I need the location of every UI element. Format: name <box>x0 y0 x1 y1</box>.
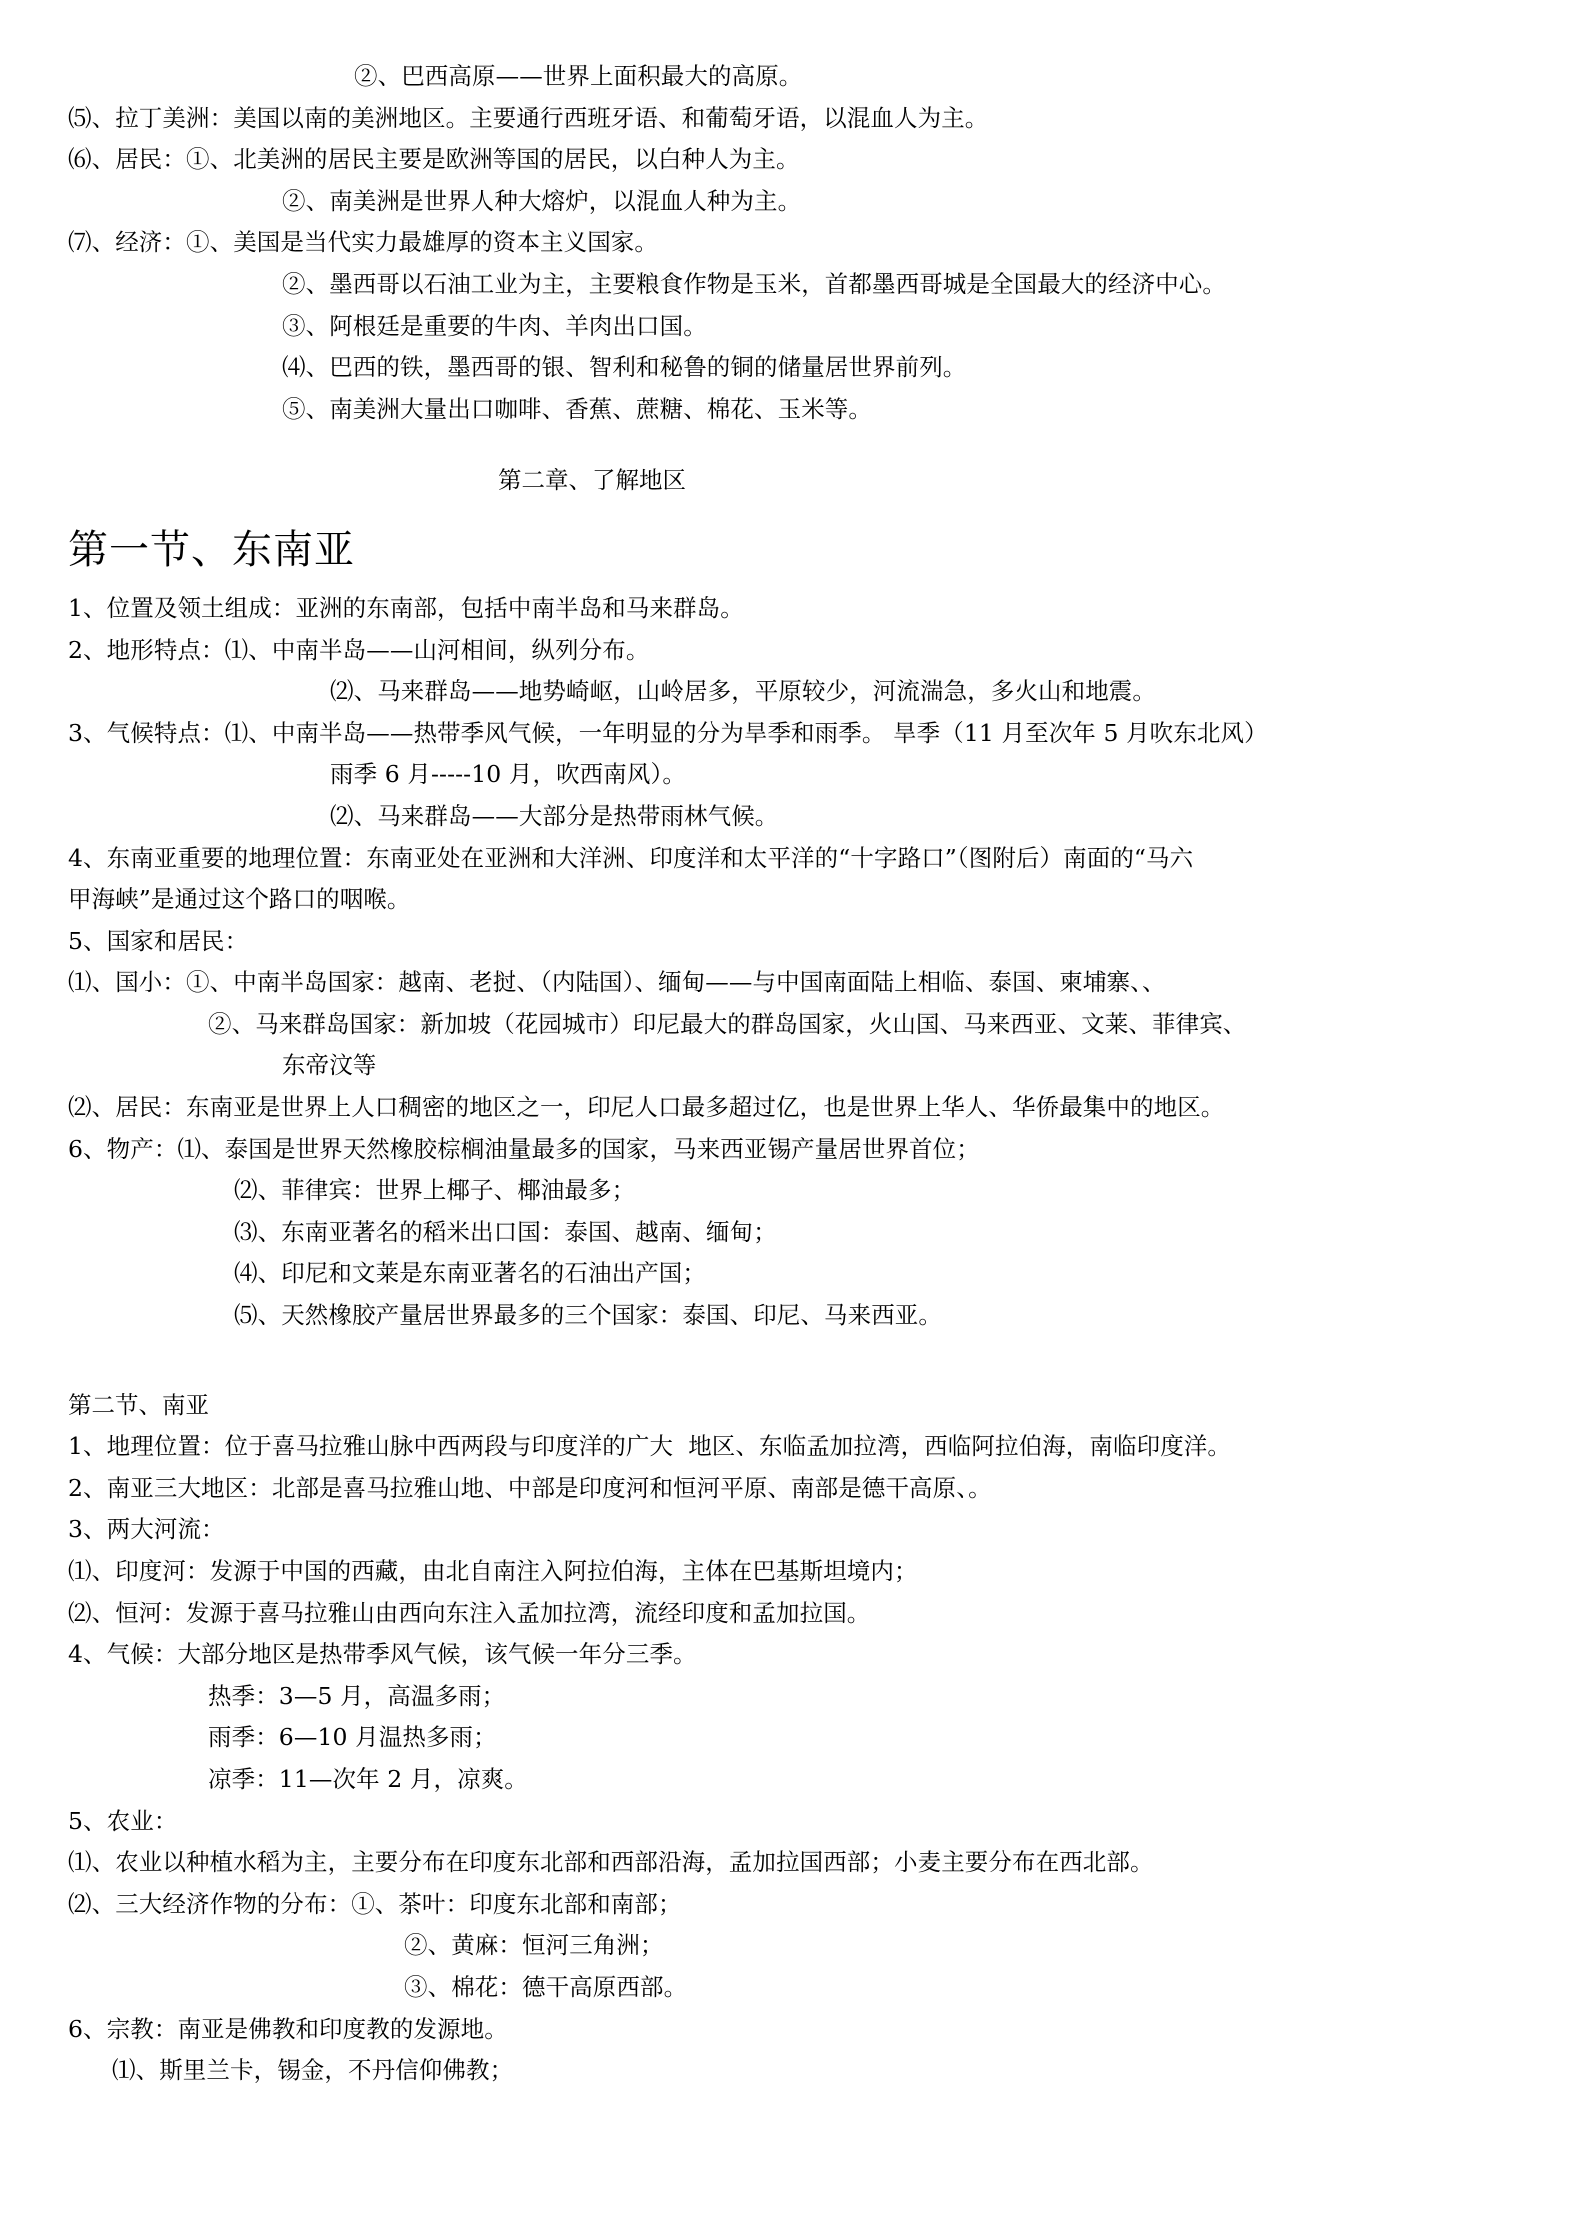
section-heading-southeast-asia: 第一节、东南亚 <box>68 526 355 573</box>
prev-line-economy: ⑺、经济：①、美国是当代实力最雄厚的资本主义国家。 <box>68 228 658 257</box>
previous-chapter-block <box>68 56 1502 430</box>
sa-item-5-1-rice: ⑴、农业以种植水稻为主，主要分布在印度东北部和西部沿海，孟加拉国西部；小麦主要分布在西北部。 <box>68 1848 1154 1877</box>
sea-item-2-terrain-a: 2、地形特点：⑴、中南半岛——山河相间，纵列分布。 <box>68 635 650 664</box>
sa-item-4-climate: 4、气候：大部分地区是热带季风气候，该气候一年分三季。 <box>68 1640 697 1669</box>
sa-item-4-cool-season: 凉季：11—次年 2 月，凉爽。 <box>208 1764 528 1793</box>
sa-item-2-three-regions: 2、南亚三大地区：北部是喜马拉雅山地、中部是印度河和恒河平原、南部是德干高原、。 <box>68 1473 992 1502</box>
sea-item-2-terrain-b: ⑵、马来群岛——地势崎岖，山岭居多，平原较少，河流湍急，多火山和地震。 <box>330 677 1156 706</box>
sa-item-5-agriculture: 5、农业： <box>68 1806 178 1835</box>
sa-item-5-2-c-cotton: ③、棉花：德干高原西部。 <box>404 1972 688 2001</box>
spacer-before-chapter <box>68 430 1502 460</box>
sa-item-1-geography: 1、地理位置：位于喜马拉雅山脉中西两段与印度洋的广大 地区、东临孟加拉湾，西临阿拉伯海，南临印度洋。 <box>68 1432 1231 1461</box>
sa-item-4-rainy-season: 雨季：6—10 月温热多雨； <box>208 1723 497 1752</box>
prev-line-economy-2: ②、墨西哥以石油工业为主，主要粮食作物是玉米，首都墨西哥城是全国最大的经济中心。 <box>282 269 1226 298</box>
sea-item-5-1-a: ⑴、国小：①、中南半岛国家：越南、老挝、（内陆国）、缅甸——与中国南面陆上相临、泰国、柬埔寨、、 <box>68 968 1166 997</box>
sa-item-6-religion: 6、宗教：南亚是佛教和印度教的发源地。 <box>68 2014 508 2043</box>
sea-item-3-climate-b: 雨季 6 月-----10 月，吹西南风）。 <box>330 760 686 789</box>
sea-item-5-2-residents: ⑵、居民：东南亚是世界上人口稠密的地区之一，印尼人口最多超过亿，也是世界上华人、华侨最集中的地区。 <box>68 1093 1225 1122</box>
southeast-asia-body <box>68 588 1502 1337</box>
sea-item-6-2: ⑵、菲律宾：世界上椰子、椰油最多； <box>234 1176 636 1205</box>
sea-item-1-location: 1、位置及领土组成：亚洲的东南部，包括中南半岛和马来群岛。 <box>68 593 744 622</box>
prev-line-residents: ⑹、居民：①、北美洲的居民主要是欧洲等国的居民，以白种人为主。 <box>68 145 800 174</box>
sea-item-3-climate-c: ⑵、马来群岛——大部分是热带雨林气候。 <box>330 801 779 830</box>
prev-line-economy-4: ⑷、巴西的铁，墨西哥的银、智利和秘鲁的铜的储量居世界前列。 <box>282 353 967 382</box>
sea-item-6-1: 6、物产：⑴、泰国是世界天然橡胶棕榈油量最多的国家，马来西亚锡产量居世界首位； <box>68 1134 980 1163</box>
spacer-before-section2 <box>68 1337 1502 1385</box>
sea-item-6-4: ⑷、印尼和文莱是东南亚著名的石油出产国； <box>234 1259 706 1288</box>
south-asia-body <box>68 1426 1502 2092</box>
sea-item-4-position-b: 甲海峡”是通过这个路口的咽喉。 <box>68 885 411 914</box>
sa-item-4-hot-season: 热季：3—5 月，高温多雨； <box>208 1681 506 1710</box>
sea-item-4-position-a: 4、东南亚重要的地理位置：东南亚处在亚洲和大洋洲、印度洋和太平洋的“十字路口”（图附后）南面的“马六 <box>68 843 1194 872</box>
sea-item-5-1-c: 东帝汶等 <box>282 1051 377 1080</box>
prev-line-latin-america: ⑸、拉丁美洲：美国以南的美洲地区。主要通行西班牙语、和葡萄牙语，以混血人为主。 <box>68 103 989 132</box>
sea-item-6-3: ⑶、东南亚著名的稻米出口国：泰国、越南、缅甸； <box>234 1217 777 1246</box>
prev-line-economy-3: ③、阿根廷是重要的牛肉、羊肉出口国。 <box>282 311 707 340</box>
sa-item-3-2-ganges: ⑵、恒河：发源于喜马拉雅山由西向东注入孟加拉湾，流经印度和孟加拉国。 <box>68 1598 871 1627</box>
section-heading-south-asia: 第二节、南亚 <box>68 1390 209 1419</box>
sea-item-3-climate-a: 3、气候特点：⑴、中南半岛——热带季风气候，一年明显的分为旱季和雨季。 旱季（11 月至次年 5 月吹东北风） <box>68 718 1268 747</box>
sa-item-5-2-b-jute: ②、黄麻：恒河三角洲； <box>404 1931 664 1960</box>
sa-item-3-rivers: 3、两大河流： <box>68 1515 225 1544</box>
prev-line-residents-2: ②、南美洲是世界人种大熔炉，以混血人种为主。 <box>282 186 802 215</box>
sea-item-6-5: ⑸、天然橡胶产量居世界最多的三个国家：泰国、印尼、马来西亚。 <box>234 1301 942 1330</box>
sa-item-5-2-a-tea: ⑵、三大经济作物的分布：①、茶叶：印度东北部和南部； <box>68 1889 682 1918</box>
sea-item-5-1-b: ②、马来群岛国家：新加坡（花园城市）印尼最大的群岛国家，火山国、马来西亚、文莱、菲律宾、 <box>208 1009 1247 1038</box>
sa-item-3-1-indus: ⑴、印度河：发源于中国的西藏，由北自南注入阿拉伯海，主体在巴基斯坦境内； <box>68 1557 918 1585</box>
sa-item-6-1-buddhism: ⑴、斯里兰卡，锡金，不丹信仰佛教； <box>112 2056 514 2085</box>
sea-item-5-countries: 5、国家和居民： <box>68 926 249 955</box>
prev-line-brazil-plateau: ②、巴西高原——世界上面积最大的高原。 <box>354 62 803 90</box>
chapter-label: 第二章、了解地区 <box>498 466 686 495</box>
prev-line-economy-5: ⑤、南美洲大量出口咖啡、香蕉、蔗糖、棉花、玉米等。 <box>282 394 872 423</box>
